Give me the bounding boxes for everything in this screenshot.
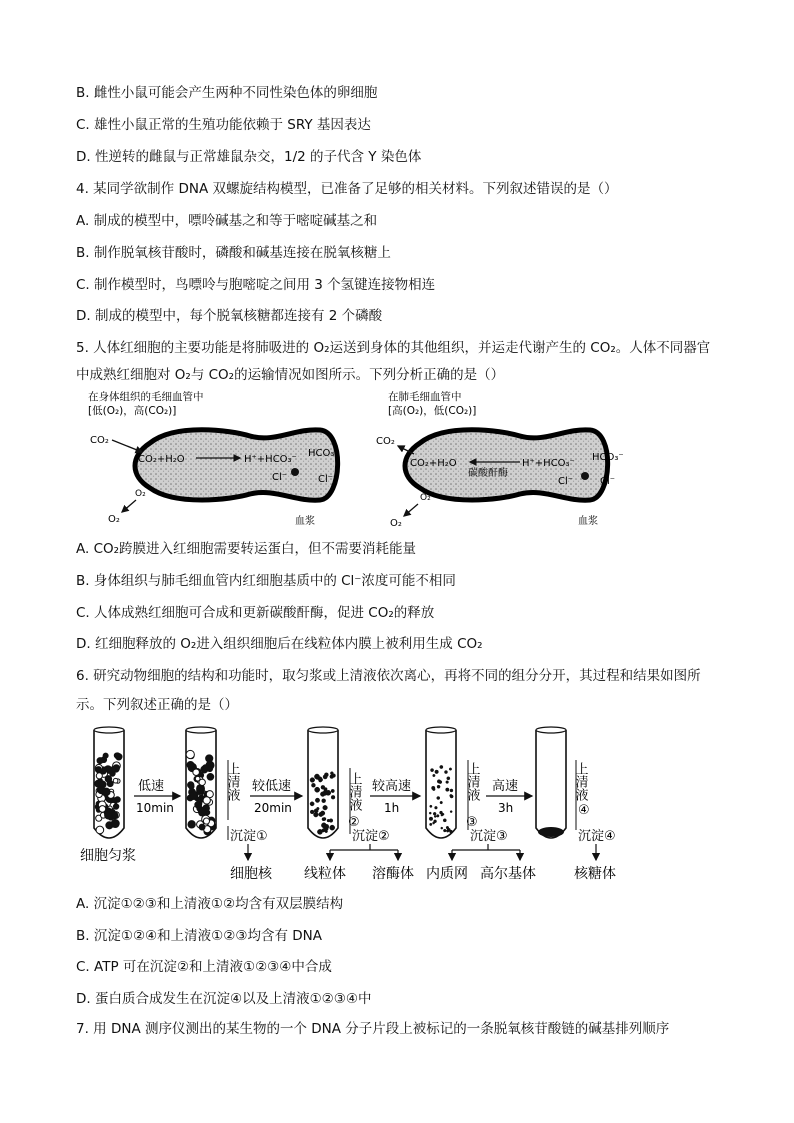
particle xyxy=(113,778,118,783)
reaction-left-label-right: CO₂+H₂O xyxy=(410,458,457,469)
question-5-line1: 5. 人体红细胞的主要功能是将肺吸进的 O₂运送到身体的其他组织，并运走代谢产生的 CO₂。人体不同器官 xyxy=(76,340,711,356)
hco3-label: HCO₃⁻ xyxy=(308,448,340,459)
organelle-er: 内质网 xyxy=(426,866,468,882)
o2-inside-label-right: O₂ xyxy=(420,493,431,503)
plasma-label-left: 血浆 xyxy=(295,516,315,527)
particle xyxy=(429,817,433,821)
particle xyxy=(446,781,449,784)
left-cell-panel xyxy=(88,390,340,527)
particle xyxy=(324,824,329,829)
particle xyxy=(433,812,436,815)
particle xyxy=(446,830,448,832)
particle xyxy=(450,811,452,813)
option-4a: A. 制成的模型中，嘌呤碱基之和等于嘧啶碱基之和 xyxy=(76,213,378,229)
o2-inside-label: O₂ xyxy=(135,489,146,499)
step4-speed: 高速 xyxy=(492,779,519,794)
particle xyxy=(433,822,435,824)
particle xyxy=(325,830,328,833)
particle xyxy=(99,806,106,813)
sediment-4: 沉淀④ xyxy=(578,829,616,844)
organelle-ribosome: 核糖体 xyxy=(574,866,616,882)
question-6-line1: 6. 研究动物细胞的结构和功能时，取匀浆或上清液依次离心，再将不同的组分分开，其过程和结果如图所 xyxy=(76,668,701,684)
step3-speed: 较高速 xyxy=(372,779,412,794)
particle xyxy=(430,805,432,807)
test-tube-rim-2 xyxy=(186,727,216,733)
option-4d: D. 制成的模型中，每个脱氧核糖都连接有 2 个磷酸 xyxy=(76,308,383,324)
particle xyxy=(430,823,432,825)
supernatant-1-label: 上清液 xyxy=(224,762,240,801)
test-tube-4 xyxy=(426,730,456,838)
particle xyxy=(446,826,449,829)
right-title: 在肺毛细血管中 xyxy=(388,391,462,403)
cl-outside-label: Cl⁻ xyxy=(318,474,334,485)
particle xyxy=(440,765,443,768)
particle xyxy=(437,785,440,788)
co2-outside-label-right: CO₂ xyxy=(376,436,395,447)
particle xyxy=(330,775,334,779)
particle xyxy=(323,775,327,779)
step1-time: 10min xyxy=(136,801,174,815)
homogenate-label: 细胞匀浆 xyxy=(80,848,136,864)
particle xyxy=(323,805,328,810)
particle xyxy=(437,796,440,799)
test-tube-rim-1 xyxy=(94,727,124,733)
reaction-right-label-right: H⁺+HCO₃⁻ xyxy=(522,458,575,469)
particle xyxy=(95,767,101,773)
particle xyxy=(436,815,439,818)
enzyme-label: 碳酸酐酶 xyxy=(468,468,508,479)
supernatant-4-num: ④ xyxy=(578,803,590,818)
particle xyxy=(317,829,322,834)
option-6b: B. 沉淀①②④和上清液①②③均含有 DNA xyxy=(76,928,322,944)
particle xyxy=(434,815,436,817)
question-7: 7. 用 DNA 测序仪测出的某生物的一个 DNA 分子片段上被标记的一条脱氧核苷酸链的碱基排列顺序 xyxy=(76,1021,670,1037)
organelle-lysosome: 溶酶体 xyxy=(372,866,414,882)
particle xyxy=(316,776,320,780)
option-6a: A. 沉淀①②③和上清液①②均含有双层膜结构 xyxy=(76,896,344,912)
reaction-left-label: CO₂+H₂O xyxy=(138,454,185,465)
supernatant-3-num: ③ xyxy=(466,815,478,830)
particle xyxy=(111,820,119,828)
step1-speed: 低速 xyxy=(138,779,165,794)
particle xyxy=(203,765,209,771)
option-5c: C. 人体成熟红细胞可合成和更新碳酸酐酶，促进 CO₂的释放 xyxy=(76,605,435,621)
particle xyxy=(111,766,116,771)
particle xyxy=(322,799,326,803)
centrifugation-figure xyxy=(80,722,640,884)
particle xyxy=(435,806,438,809)
particle xyxy=(190,791,198,799)
option-3b: B. 雌性小鼠可能会产生两种不同性染色体的卵细胞 xyxy=(76,85,378,101)
particle xyxy=(429,812,431,814)
organelle-mitochondria: 线粒体 xyxy=(304,866,346,882)
particle xyxy=(317,807,320,810)
particle xyxy=(310,802,314,806)
particle xyxy=(187,761,194,768)
particle xyxy=(433,788,436,791)
left-condition: [低(O₂)，高(CO₂)] xyxy=(88,405,177,417)
supernatant-3-label: 上清液 xyxy=(464,762,480,801)
o2-outside-label: O₂ xyxy=(108,514,120,525)
particle xyxy=(447,777,450,780)
cl-outside-label-right: Cl⁻ xyxy=(600,476,616,487)
particle xyxy=(450,795,453,798)
particle xyxy=(193,769,200,776)
test-tube-5 xyxy=(536,730,566,838)
particle xyxy=(311,783,315,787)
supernatant-4-label: 上清液 xyxy=(572,762,588,801)
o2-outside-label-right: O₂ xyxy=(390,518,402,529)
organelle-nucleus: 细胞核 xyxy=(230,866,272,882)
particle xyxy=(203,818,209,824)
right-condition: [高(O₂)，低(CO₂)] xyxy=(388,405,477,417)
test-tube-rim-3 xyxy=(308,727,338,733)
option-5b: B. 身体组织与肺毛细血管内红细胞基质中的 Cl⁻浓度可能不相同 xyxy=(76,573,456,589)
test-tube-rim-4 xyxy=(426,727,456,733)
hco3-label-right: HCO₃⁻ xyxy=(592,452,624,463)
option-4b: B. 制作脱氧核苷酸时，磷酸和碱基连接在脱氧核糖上 xyxy=(76,245,391,261)
particle xyxy=(314,813,317,816)
step2-time: 20min xyxy=(254,801,292,815)
particle xyxy=(96,773,102,779)
particle xyxy=(203,797,210,804)
option-3d: D. 性逆转的雌鼠与正常雄鼠杂交，1/2 的子代含 Y 染色体 xyxy=(76,149,422,165)
particle xyxy=(315,798,319,802)
red-blood-cell-figure xyxy=(80,388,680,533)
particle xyxy=(105,776,111,782)
supernatant-2-num: ② xyxy=(348,815,360,830)
question-4: 4. 某同学欲制作 DNA 双螺旋结构模型，已准备了足够的相关材料。下列叙述错误的是（） xyxy=(76,181,618,197)
particle xyxy=(330,825,335,830)
particle xyxy=(113,804,118,809)
supernatant-2-label: 上清液 xyxy=(346,772,362,811)
particle xyxy=(324,788,327,791)
particle xyxy=(449,768,451,770)
organelle-golgi: 高尔基体 xyxy=(480,866,536,882)
particle xyxy=(327,819,330,822)
particle xyxy=(433,774,435,776)
particle xyxy=(195,776,200,781)
cl-inside-label: Cl⁻ xyxy=(272,472,288,483)
particle xyxy=(315,787,320,792)
particle xyxy=(430,769,433,772)
option-6c: C. ATP 可在沉淀②和上清液①②③④中合成 xyxy=(76,959,332,975)
left-title: 在身体组织的毛细血管中 xyxy=(88,391,204,403)
right-cell-panel xyxy=(376,390,624,529)
reaction-right-label: H⁺+HCO₃⁻ xyxy=(244,454,297,465)
plasma-label-right: 血浆 xyxy=(578,516,598,527)
option-5d: D. 红细胞释放的 O₂进入组织细胞后在线粒体内膜上被利用生成 CO₂ xyxy=(76,636,483,652)
option-3c: C. 雄性小鼠正常的生殖功能依赖于 SRY 基因表达 xyxy=(76,117,371,133)
option-5a: A. CO₂跨膜进入红细胞需要转运蛋白，但不需要消耗能量 xyxy=(76,541,417,557)
particle xyxy=(323,817,326,820)
particle xyxy=(186,750,194,758)
particle xyxy=(310,778,315,783)
particle xyxy=(443,829,446,832)
particle xyxy=(444,771,447,774)
particle xyxy=(105,812,112,819)
sediment-2: 沉淀② xyxy=(352,829,390,844)
question-5-line2: 中成熟红细胞对 O₂与 CO₂的运输情况如图所示。下列分析正确的是（） xyxy=(76,367,505,383)
particle xyxy=(96,826,104,834)
step4-time: 3h xyxy=(498,801,514,815)
particle xyxy=(441,814,443,816)
particle xyxy=(199,824,205,830)
ribosome-pellet xyxy=(538,827,564,837)
test-tube-rim-5 xyxy=(536,727,566,733)
particle xyxy=(206,755,213,762)
particle xyxy=(446,788,449,791)
option-6d: D. 蛋白质合成发生在沉淀④以及上清液①②③④中 xyxy=(76,991,372,1007)
co2-outside-label: CO₂ xyxy=(90,435,109,446)
particle xyxy=(441,827,443,829)
particle xyxy=(310,810,314,814)
particle xyxy=(443,819,446,822)
particle xyxy=(103,753,108,758)
option-4c: C. 制作模型时，鸟嘌呤与胞嘧啶之间用 3 个氢键连接物相连 xyxy=(76,277,436,293)
particle xyxy=(207,773,214,780)
cl-inside-label-right: Cl⁻ xyxy=(558,476,574,487)
sediment-3: 沉淀③ xyxy=(470,829,508,844)
particle xyxy=(450,789,453,792)
particle xyxy=(197,787,205,795)
particle xyxy=(195,801,202,808)
particle xyxy=(440,811,443,814)
sediment-1: 沉淀① xyxy=(230,829,268,844)
particle xyxy=(439,781,442,784)
particle xyxy=(331,789,334,792)
particle xyxy=(188,821,195,828)
particle xyxy=(440,801,443,804)
particle xyxy=(198,807,206,815)
particle xyxy=(331,795,335,799)
particle xyxy=(320,811,324,815)
particle xyxy=(115,753,121,759)
particle xyxy=(103,788,110,795)
particle xyxy=(435,770,439,774)
particle xyxy=(320,792,325,797)
question-6-line2: 示。下列叙述正确的是（） xyxy=(76,697,238,713)
step2-speed: 较低速 xyxy=(252,779,292,794)
step3-time: 1h xyxy=(384,801,400,815)
